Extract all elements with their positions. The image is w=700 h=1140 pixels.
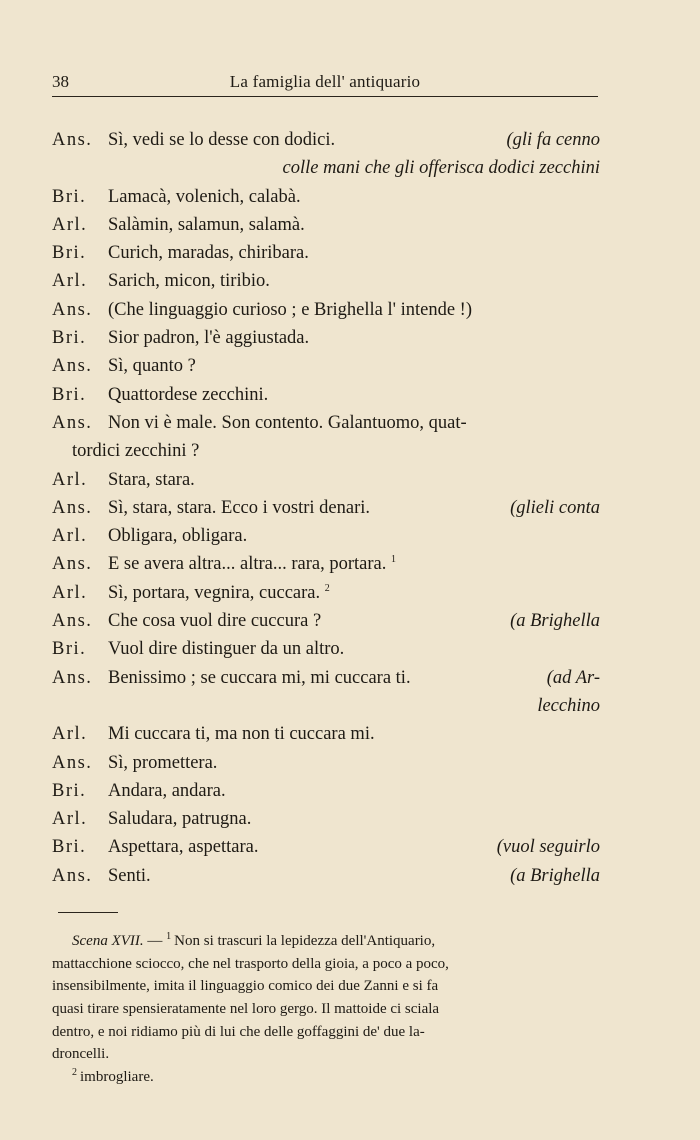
- speaker-label: Bri.: [52, 837, 87, 858]
- dialogue-text: [108, 352, 196, 380]
- footnote-text: imbrogliare.: [80, 1069, 154, 1086]
- dialogue-words: tordici zecchini ?: [72, 441, 200, 462]
- dialogue-line: [52, 550, 600, 578]
- stage-direction: (ad Ar-: [546, 667, 600, 688]
- dialogue-text: [108, 267, 270, 295]
- dialogue-line: [52, 296, 600, 324]
- dialogue-words: Saludara, patrugna.: [108, 809, 252, 830]
- dialogue-words: Senti.: [108, 865, 151, 886]
- footnote-text: Non si trascuri la lepidezza dell'Antiquario,: [174, 933, 436, 949]
- speaker-label: Arl.: [52, 809, 88, 830]
- dialogue-text: [108, 324, 309, 352]
- dialogue-line: [52, 522, 600, 550]
- dialogue-text: [108, 579, 330, 607]
- footnote-rule: [58, 912, 118, 913]
- dialogue-words: Mi cuccara ti, ma non ti cuccara mi.: [108, 724, 375, 745]
- speaker-label: Ans.: [52, 299, 93, 320]
- dialogue-line: [52, 126, 600, 154]
- dialogue-words: Andara, andara.: [108, 780, 226, 801]
- speaker-label: Arl.: [52, 469, 88, 490]
- footnote-line: [52, 998, 600, 1021]
- dialogue-text: [108, 720, 375, 748]
- speaker-label: Arl.: [52, 271, 88, 292]
- footnote-text: quasi tirare spensieratamente nel loro gergo. Il mattoide ci sciala: [52, 1001, 440, 1018]
- footnote-reference: 1: [390, 554, 396, 566]
- dialogue-text: [108, 126, 335, 154]
- stage-direction: (vuol seguirlo: [496, 837, 600, 858]
- dialogue-text: [108, 466, 195, 494]
- dialogue-text: [108, 296, 472, 324]
- dialogue-line: [52, 720, 600, 748]
- dialogue-line: [52, 381, 600, 409]
- dialogue-line: [52, 154, 600, 182]
- dialogue-words: (Che linguaggio curioso ; e Brighella l' intende !): [108, 299, 472, 320]
- footnote-text: dentro, e noi ridiamo più di lui che delle goffaggini de' due la-: [52, 1023, 425, 1040]
- footnote-line: [52, 953, 600, 976]
- footnotes: [52, 930, 600, 1089]
- footnote-line: [52, 975, 600, 998]
- dialogue-line: [52, 183, 600, 211]
- dialogue-words: Salàmin, salamun, salamà.: [108, 214, 305, 235]
- dialogue-words: E se avera altra... altra... rara, portara.: [108, 554, 387, 575]
- footnote-text: mattacchione sciocco, che nel trasporto della gioia, a poco a poco,: [52, 955, 449, 972]
- dialogue-line: [52, 749, 600, 777]
- dialogue-text: [108, 664, 411, 692]
- running-title: La famiglia dell' antiquario: [229, 72, 421, 91]
- speaker-label: Arl.: [52, 724, 88, 745]
- speaker-label: Bri.: [52, 384, 87, 405]
- dialogue-line: [52, 239, 600, 267]
- dialogue-words: Non vi è male. Son contento. Galantuomo, quat-: [108, 412, 467, 433]
- dialogue-words: Quattordese zecchini.: [108, 384, 269, 405]
- speaker-label: Ans.: [52, 865, 93, 886]
- speaker-label: Bri.: [52, 186, 87, 207]
- dialogue-line: [52, 409, 600, 437]
- dialogue-line: [52, 579, 600, 607]
- stage-direction: (a Brighella: [510, 865, 600, 886]
- dialogue-words: Curich, maradas, chiribara.: [108, 243, 309, 264]
- speaker-label: Ans.: [52, 554, 93, 575]
- dialogue-words: Sarich, micon, tiribio.: [108, 271, 270, 292]
- footnote-line: [52, 1021, 600, 1044]
- dialogue-words: Obligara, obligara.: [108, 526, 248, 547]
- dialogue-text: [108, 522, 247, 550]
- footnote-line: [52, 930, 600, 953]
- speaker-label: Arl.: [52, 214, 88, 235]
- footnote-line: [52, 1043, 600, 1066]
- dialogue-text: [108, 381, 268, 409]
- dialogue-words: Vuol dire distinguer da un altro.: [108, 639, 345, 660]
- page-number: 38: [52, 72, 69, 91]
- dialogue-line: [52, 211, 600, 239]
- page-header: [52, 70, 598, 97]
- footnote-reference: 2: [324, 582, 330, 594]
- dialogue-line: [52, 777, 600, 805]
- footnote-marker: 1: [166, 931, 172, 942]
- footnote-text: droncelli.: [52, 1046, 110, 1063]
- speaker-label: Ans.: [52, 497, 93, 518]
- dialogue-text: [108, 805, 251, 833]
- dialogue-text: [108, 409, 467, 437]
- dialogue-words: Lamacà, volenich, calabà.: [108, 186, 301, 207]
- dialogue-line: [52, 324, 600, 352]
- footnote-line: [52, 1066, 600, 1089]
- dialogue-line: [52, 267, 600, 295]
- dialogue-words: Sì, portara, vegnira, cuccara.: [108, 582, 321, 603]
- dialogue-text: [108, 833, 259, 861]
- dialogue-line: [52, 692, 600, 720]
- speaker-label: Bri.: [52, 328, 87, 349]
- dialogue-text: [108, 494, 370, 522]
- dialogue-line: [52, 805, 600, 833]
- speaker-label: Arl.: [52, 582, 88, 603]
- stage-direction: (glieli conta: [510, 497, 600, 518]
- dialogue-words: Che cosa vuol dire cuccura ?: [108, 611, 322, 632]
- dialogue-text: [108, 749, 217, 777]
- stage-direction: lecchino: [537, 695, 600, 716]
- dialogue-text: [108, 862, 151, 890]
- dialogue-line: [52, 466, 600, 494]
- speaker-label: Bri.: [52, 780, 87, 801]
- dialogue-text: [108, 183, 301, 211]
- dialogue-words: Aspettara, aspettara.: [108, 837, 259, 858]
- footnote-marker: 2: [72, 1067, 77, 1079]
- speaker-label: Ans.: [52, 752, 93, 773]
- dialogue-line: [52, 862, 600, 890]
- dialogue-line: [52, 607, 600, 635]
- dialogue-words: Sì, stara, stara. Ecco i vostri denari.: [108, 497, 370, 518]
- dialogue-text: [108, 550, 396, 578]
- speaker-label: Ans.: [52, 356, 93, 377]
- stage-direction: (gli fa cenno: [506, 130, 600, 150]
- dialogue-line: [52, 664, 600, 692]
- dialogue-line: [52, 635, 600, 663]
- dialogue-text: [108, 777, 226, 805]
- dialogue-text: [108, 211, 305, 239]
- stage-direction: (a Brighella: [510, 611, 600, 632]
- speaker-label: Ans.: [52, 667, 93, 688]
- dialogue-block: [52, 126, 600, 890]
- dialogue-text: [72, 437, 199, 465]
- footnote-text: insensibilmente, imita il linguaggio comico dei due Zanni e si fa: [52, 978, 439, 995]
- dialogue-text: [108, 239, 309, 267]
- dialogue-line: [52, 833, 600, 861]
- speaker-label: Bri.: [52, 243, 87, 264]
- speaker-label: Ans.: [52, 412, 93, 433]
- dialogue-words: Sì, vedi se lo desse con dodici.: [108, 130, 336, 150]
- dialogue-text: [108, 635, 344, 663]
- dialogue-line: [52, 437, 600, 465]
- dialogue-words: Sì, quanto ?: [108, 356, 196, 377]
- speaker-label: Ans.: [52, 611, 93, 632]
- speaker-label: Bri.: [52, 639, 87, 660]
- dialogue-text: [108, 607, 321, 635]
- dialogue-line: [52, 352, 600, 380]
- speaker-label: Arl.: [52, 526, 88, 547]
- dialogue-line: [52, 494, 600, 522]
- dialogue-words: Benissimo ; se cuccara mi, mi cuccara ti.: [108, 667, 411, 688]
- dialogue-words: Sior padron, l'è aggiustada.: [108, 328, 310, 349]
- dialogue-words: Stara, stara.: [108, 469, 195, 490]
- footnote-dash: —: [143, 933, 167, 949]
- scene-label: Scena XVII.: [72, 933, 144, 949]
- stage-direction: colle mani che gli offerisca dodici zecchini: [282, 158, 600, 179]
- speaker-label: Ans.: [52, 130, 93, 150]
- dialogue-words: Sì, promettera.: [108, 752, 218, 773]
